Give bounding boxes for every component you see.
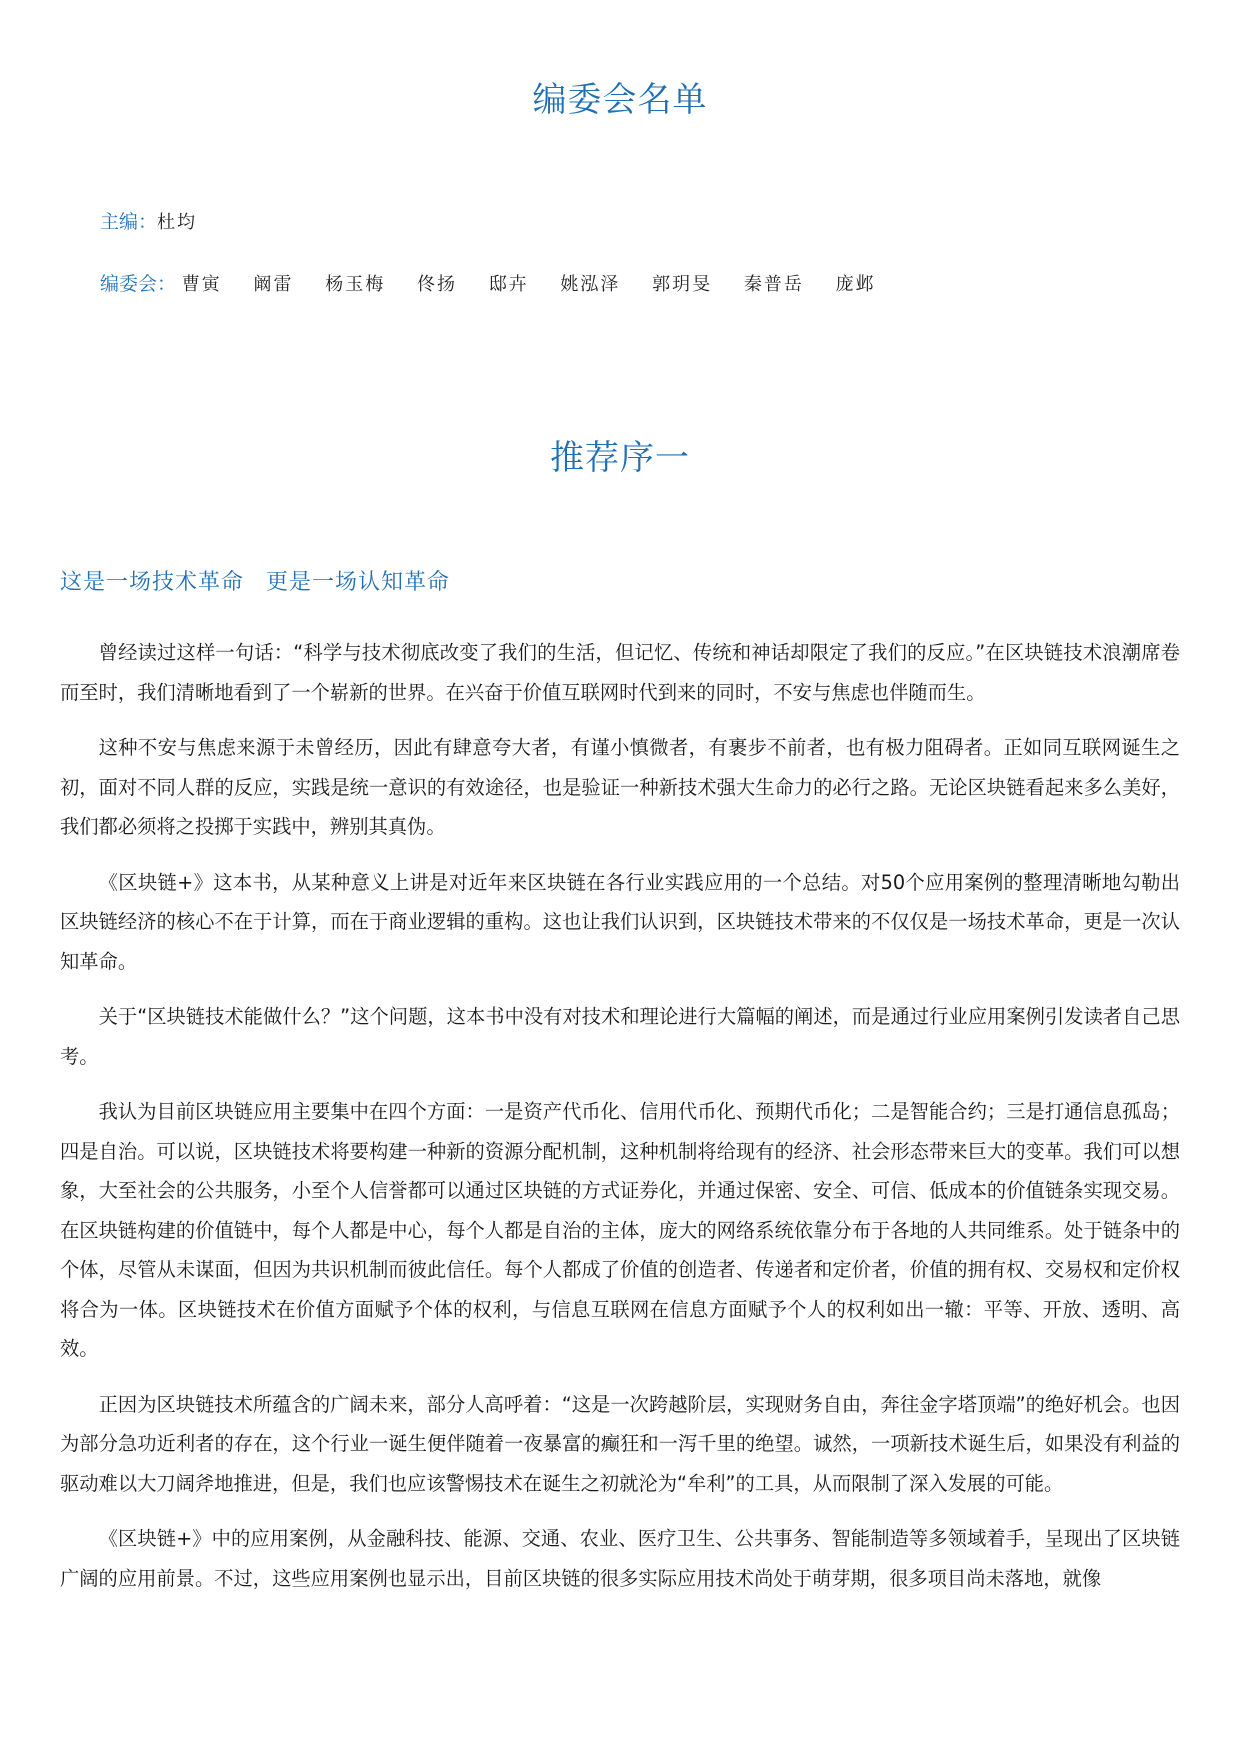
preface-body — [60, 633, 1180, 1614]
paragraph: 这种不安与焦虑来源于未曾经历，因此有肆意夸大者，有谨小慎微者，有裹步不前者，也有极力阻碍者。正如同互联网诞生之初，面对不同人群的反应，实践是统一意识的有效途径，也是验证一种新技术强大生命力的必行之路。无论区块链看起来多么美好，我们都必须将之投掷于实践中，辨别其真伪。 — [60, 736, 1180, 838]
committee-member: 佟扬 — [416, 274, 457, 295]
committee-member: 庞邺 — [835, 274, 876, 295]
preface-subtitle-part2: 更是一场认知革命 — [266, 570, 451, 595]
paragraph: 《区块链+》中的应用案例，从金融科技、能源、交通、农业、医疗卫生、公共事务、智能制造等多领域着手，呈现出了区块链广阔的应用前景。不过，这些应用案例也显示出，目前区块链的很多实际应用技术尚处于萌芽期，很多项目尚未落地，就像 — [60, 1527, 1180, 1590]
committee-line — [100, 269, 902, 296]
committee-members — [176, 274, 902, 295]
committee-member: 邸卉 — [488, 274, 529, 295]
preface-subtitle — [60, 565, 450, 596]
paragraph: 关于“区块链技术能做什么？”这个问题，这本书中没有对技术和理论进行大篇幅的阐述，而是通过行业应用案例引发读者自己思考。 — [60, 1005, 1180, 1068]
committee-member: 曹寅 — [181, 274, 222, 295]
committee-member: 秦普岳 — [743, 274, 804, 295]
chief-editor-name: 杜均 — [157, 212, 198, 233]
committee-member: 姚泓泽 — [560, 274, 621, 295]
paragraph: 《区块链+》这本书，从某种意义上讲是对近年来区块链在各行业实践应用的一个总结。对50个应用案例的整理清晰地勾勒出区块链经济的核心不在于计算，而在于商业逻辑的重构。这也让我们认识到，区块链技术带来的不仅仅是一场技术革命，更是一次认知革命。 — [60, 870, 1180, 973]
committee-member: 杨玉梅 — [325, 274, 386, 295]
chief-editor-label: 主编： — [100, 211, 158, 233]
paragraph: 曾经读过这样一句话：“科学与技术彻底改变了我们的生活，但记忆、传统和神话却限定了我们的反应。”在区块链技术浪潮席卷而至时，我们清晰地看到了一个崭新的世界。在兴奋于价值互联网时代到来的同时，不安与焦虑也伴随而生。 — [60, 641, 1180, 704]
committee-member: 阚雷 — [253, 274, 294, 295]
preface-subtitle-part1: 这是一场技术革命 — [60, 570, 245, 595]
preface-title: 推荐序一 — [550, 438, 690, 478]
committee-member: 郭玥旻 — [652, 274, 713, 295]
committee-label: 编委会： — [100, 273, 177, 295]
editorial-board-title: 编委会名单 — [532, 80, 708, 120]
paragraph: 我认为目前区块链应用主要集中在四个方面：一是资产代币化、信用代币化、预期代币化；二是智能合约；三是打通信息孤岛；四是自治。可以说，区块链技术将要构建一种新的资源分配机制，这种机制将给现有的经济、社会形态带来巨大的变革。我们可以想象，大至社会的公共服务，小至个人信誉都可以通过区块链的方式证券化，并通过保密、安全、可信、低成本的价值链条实现交易。在区块链构建的价值链中，每个人都是中心，每个人都是自治的主体，庞大的网络系统依靠分布于各地的人共同维系。处于链条中的个体，尽管从未谋面，但因为共识机制而彼此信任。每个人都成了价值的创造者、传递者和定价者，价值的拥有权、交易权和定价权将合为一体。区块链技术在价值方面赋予个体的权利，与信息互联网在信息方面赋予个人的权利如出一辙：平等、开放、透明、高效。 — [60, 1100, 1180, 1360]
chief-editor-line — [100, 207, 197, 234]
paragraph: 正因为区块链技术所蕴含的广阔未来，部分人高呼着：“这是一次跨越阶层，实现财务自由，奔往金字塔顶端”的绝好机会。也因为部分急功近利者的存在，这个行业一诞生便伴随着一夜暴富的癫狂和一泻千里的绝望。诚然，一项新技术诞生后，如果没有利益的驱动难以大刀阔斧地推进，但是，我们也应该警惕技术在诞生之初就沦为“牟利”的工具，从而限制了深入发展的可能。 — [60, 1392, 1180, 1495]
